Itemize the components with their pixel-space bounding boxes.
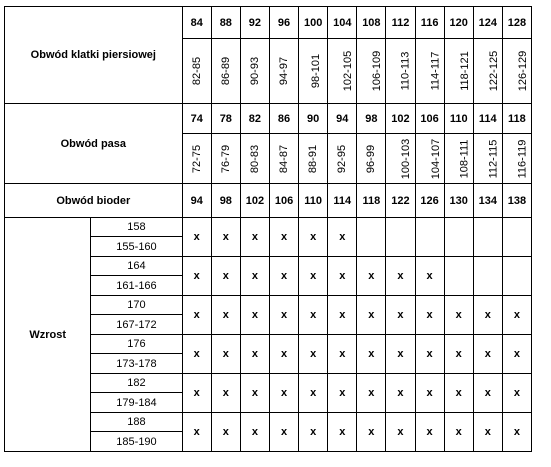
hips-row [5,184,532,218]
waist-size-cell: 98 [357,104,386,134]
chest-range-cell-text: 126-129 [517,50,530,92]
hips-size-cell: 106 [269,184,298,218]
fit-mark-cell: x [502,335,531,374]
hips-size-cell: 94 [182,184,211,218]
waist-range-cell-text: 116-119 [516,139,529,178]
height-range-cell: 185-190 [91,432,182,452]
fit-mark-cell: x [299,374,328,413]
height-size-cell: 164 [91,257,182,276]
fit-mark-cell: x [211,413,240,452]
chest-range-cell-text: 98-101 [310,53,323,89]
waist-range-cell-text: 88-91 [307,144,320,173]
waist-sizes-row [5,104,532,134]
hips-size-cell: 114 [328,184,357,218]
height-size-cell: 182 [91,374,182,393]
fit-mark-cell: x [502,374,531,413]
fit-mark-cell: x [444,374,473,413]
height-range-cell: 161-166 [91,276,182,296]
hips-size-cell: 102 [240,184,269,218]
fit-mark-cell: x [444,413,473,452]
chest-size-cell: 124 [473,7,502,39]
height-range-cell: 167-172 [91,315,182,335]
fit-mark-cell [444,218,473,257]
hips-size-cell: 138 [502,184,531,218]
fit-mark-cell: x [357,257,386,296]
waist-range-cell-text: 100-103 [400,138,413,179]
fit-mark-cell: x [328,257,357,296]
waist-size-cell: 114 [473,104,502,134]
waist-range-cell-text: 96-99 [365,144,378,173]
waist-range-cell [444,134,473,184]
waist-range-cell [502,134,531,184]
chest-size-cell: 112 [386,7,415,39]
chest-range-cell [299,39,328,104]
fit-mark-cell: x [444,296,473,335]
chest-range-cell [182,39,211,104]
chest-range-cell [415,39,444,104]
chest-range-cell [328,39,357,104]
fit-mark-cell: x [299,257,328,296]
height-label: Wzrost [5,218,91,452]
fit-mark-cell: x [328,335,357,374]
chest-range-cell [444,39,473,104]
fit-mark-cell: x [299,413,328,452]
chest-range-cell [211,39,240,104]
waist-size-cell: 110 [444,104,473,134]
fit-mark-cell: x [386,296,415,335]
hips-label: Obwód bioder [5,184,183,218]
chest-range-cell-text: 118-121 [458,51,471,91]
chest-range-cell-text: 122-125 [487,50,500,92]
fit-mark-cell: x [473,413,502,452]
waist-range-cell [386,134,415,184]
fit-mark-cell [444,257,473,296]
fit-mark-cell: x [182,413,211,452]
fit-mark-cell [415,218,444,257]
waist-range-cell-text: 72-75 [190,144,203,173]
waist-range-cell-text: 76-79 [219,144,232,173]
fit-mark-cell: x [444,335,473,374]
fit-mark-cell: x [415,257,444,296]
fit-mark-cell: x [211,218,240,257]
fit-mark-cell: x [473,374,502,413]
hips-size-cell: 134 [473,184,502,218]
waist-range-cell [473,134,502,184]
waist-size-cell: 106 [415,104,444,134]
chest-size-cell: 84 [182,7,211,39]
waist-size-cell: 90 [299,104,328,134]
size-chart-table [4,6,532,452]
fit-mark-cell: x [328,413,357,452]
fit-mark-cell: x [415,296,444,335]
height-range-cell: 155-160 [91,237,182,257]
height-range-cell: 173-178 [91,354,182,374]
fit-mark-cell [502,257,531,296]
waist-range-cell [182,134,211,184]
chest-size-cell: 104 [328,7,357,39]
waist-size-cell: 102 [386,104,415,134]
chest-range-cell [357,39,386,104]
fit-mark-cell: x [269,374,298,413]
chest-range-cell-text: 94-97 [278,56,291,86]
fit-mark-cell [473,257,502,296]
fit-mark-cell [386,218,415,257]
fit-mark-cell: x [269,413,298,452]
hips-size-cell: 122 [386,184,415,218]
fit-mark-cell: x [240,296,269,335]
fit-mark-cell: x [269,257,298,296]
fit-mark-cell: x [182,374,211,413]
waist-size-cell: 118 [502,104,531,134]
height-size-row [5,218,532,237]
fit-mark-cell: x [211,296,240,335]
fit-mark-cell [357,218,386,257]
fit-mark-cell: x [240,335,269,374]
fit-mark-cell: x [386,374,415,413]
chest-size-cell: 128 [502,7,531,39]
chest-size-cell: 96 [269,7,298,39]
fit-mark-cell [502,218,531,257]
fit-mark-cell: x [240,218,269,257]
waist-range-cell-text: 104-107 [429,138,442,179]
waist-range-cell [328,134,357,184]
hips-size-cell: 118 [357,184,386,218]
chest-range-cell-text: 106-109 [371,50,384,92]
chest-range-cell-text: 90-93 [248,56,261,86]
hips-size-cell: 130 [444,184,473,218]
fit-mark-cell: x [269,296,298,335]
chest-range-cell-text: 114-117 [428,51,441,91]
waist-range-cell-text: 108-111 [458,139,471,178]
chest-range-cell [502,39,531,104]
chest-size-cell: 92 [240,7,269,39]
fit-mark-cell: x [386,335,415,374]
fit-mark-cell: x [357,413,386,452]
height-size-cell: 158 [91,218,182,237]
fit-mark-cell: x [473,296,502,335]
fit-mark-cell: x [240,413,269,452]
chest-size-cell: 100 [299,7,328,39]
fit-mark-cell: x [328,374,357,413]
fit-mark-cell: x [240,374,269,413]
chest-label: Obwód klatki piersiowej [5,7,183,104]
fit-mark-cell [473,218,502,257]
waist-size-cell: 74 [182,104,211,134]
waist-range-cell-text: 84-87 [278,144,291,173]
waist-range-cell-text: 92-95 [336,144,349,173]
height-size-cell: 176 [91,335,182,354]
chest-size-cell: 88 [211,7,240,39]
hips-size-cell: 98 [211,184,240,218]
fit-mark-cell: x [269,335,298,374]
waist-range-cell [357,134,386,184]
waist-size-cell: 94 [328,104,357,134]
chest-size-cell: 116 [415,7,444,39]
chest-range-cell [269,39,298,104]
fit-mark-cell: x [299,296,328,335]
fit-mark-cell: x [328,296,357,335]
hips-size-cell: 110 [299,184,328,218]
fit-mark-cell: x [386,413,415,452]
height-range-cell: 179-184 [91,393,182,413]
fit-mark-cell: x [299,218,328,257]
fit-mark-cell: x [211,257,240,296]
fit-mark-cell: x [182,335,211,374]
fit-mark-cell: x [299,335,328,374]
chest-range-cell [386,39,415,104]
waist-range-cell-text: 80-83 [248,144,261,173]
waist-range-cell-text: 112-115 [487,139,500,178]
fit-mark-cell: x [386,257,415,296]
fit-mark-cell: x [240,257,269,296]
chest-range-cell-text: 86-89 [219,56,232,86]
waist-size-cell: 78 [211,104,240,134]
fit-mark-cell: x [182,257,211,296]
waist-label: Obwód pasa [5,104,183,184]
fit-mark-cell: x [415,374,444,413]
fit-mark-cell: x [473,335,502,374]
fit-mark-cell: x [211,335,240,374]
chest-range-cell [240,39,269,104]
fit-mark-cell: x [502,413,531,452]
fit-mark-cell: x [357,296,386,335]
fit-mark-cell: x [269,218,298,257]
chest-size-cell: 120 [444,7,473,39]
waist-size-cell: 86 [269,104,298,134]
waist-range-cell [211,134,240,184]
waist-range-cell [240,134,269,184]
chest-size-cell: 108 [357,7,386,39]
fit-mark-cell: x [328,218,357,257]
chest-sizes-row [5,7,532,39]
waist-range-cell [269,134,298,184]
height-size-cell: 170 [91,296,182,315]
fit-mark-cell: x [502,296,531,335]
chest-range-cell [473,39,502,104]
fit-mark-cell: x [357,335,386,374]
fit-mark-cell: x [211,374,240,413]
fit-mark-cell: x [357,374,386,413]
chest-range-cell-text: 110-113 [399,51,412,91]
fit-mark-cell: x [182,296,211,335]
height-size-cell: 188 [91,413,182,432]
fit-mark-cell: x [415,335,444,374]
fit-mark-cell: x [182,218,211,257]
chest-range-cell-text: 82-85 [190,56,203,86]
waist-range-cell [415,134,444,184]
fit-mark-cell: x [415,413,444,452]
chest-range-cell-text: 102-105 [342,50,355,92]
waist-size-cell: 82 [240,104,269,134]
waist-range-cell [299,134,328,184]
hips-size-cell: 126 [415,184,444,218]
